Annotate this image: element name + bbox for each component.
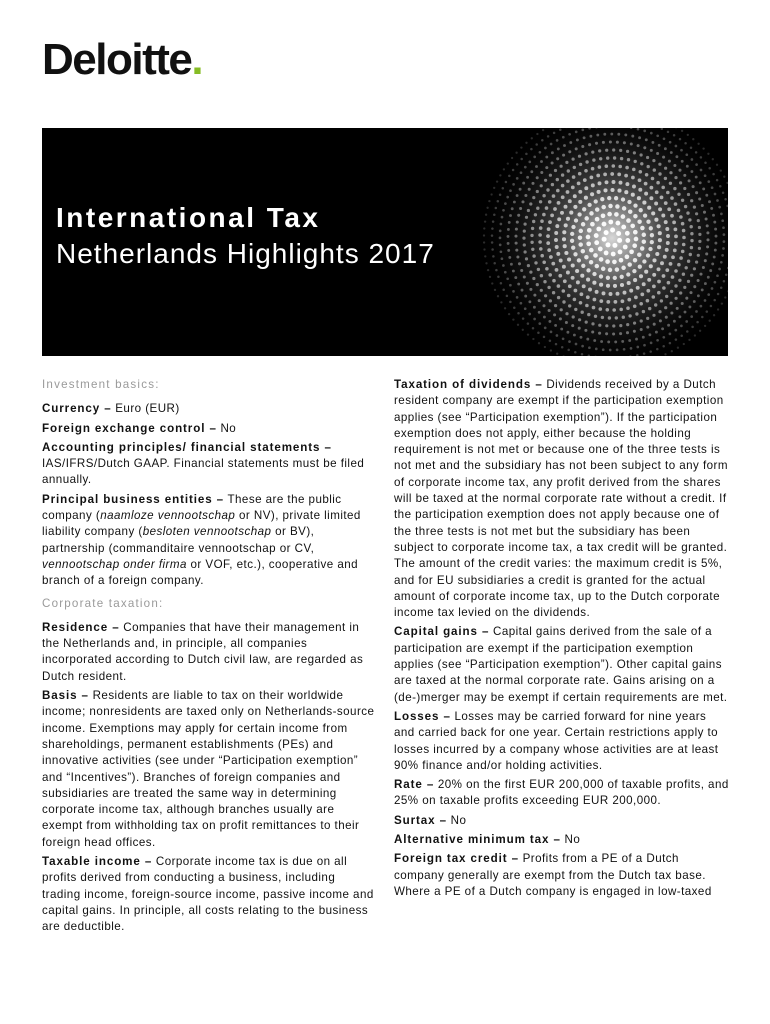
- page-title: [56, 200, 435, 272]
- subtitle: Netherlands Highlights 2017: [56, 238, 435, 269]
- foreign-tax-credit-para: Foreign tax credit – Profits from a PE of a Dutch company generally are exempt from the Dutch tax base. Where a PE of a Dutch company is engaged in low-taxed: [394, 852, 712, 898]
- taxable-income-para: Taxable income – Corporate income tax is due on all profits derived from conducting a business, including trading income, foreign-source income, passive income and capital gains. In principle, all costs relating to the business are deductible.: [42, 855, 374, 934]
- right-column: [394, 377, 729, 903]
- surtax-para: Surtax – No: [394, 813, 467, 827]
- capital-gains-para: Capital gains – Capital gains derived from the sale of a participation are exempt if the participation exemption applies (see “Participation exemption”). Other capital gains are taxed at the normal corporate rate. Gains arising on a (de-)merger may be exempt if certain requirements are met.: [394, 625, 728, 704]
- residence-para: Residence – Companies that have their management in the Netherlands and, in principle, all companies incorporated according to Dutch civil law, are regarded as Dutch resident.: [42, 620, 364, 683]
- losses-para: Losses – Losses may be carried forward for nine years and carried back for one year. Certain restrictions apply to losses incurred by a company whose activities are at least 90% finance and/or holding activities.: [394, 709, 719, 772]
- currency-para: Currency – Euro (EUR): [42, 402, 180, 416]
- section-heading-investment: Investment basics:: [42, 378, 160, 391]
- rate-para: Rate – 20% on the first EUR 200,000 of taxable profits, and 25% on taxable profits exceeding EUR 200,000.: [394, 778, 729, 808]
- entities-para: Principal business entities – These are the public company (naamloze vennootschap or NV), private limited liability company (besloten vennootschap or BV), partnership (commanditaire vennootschap or CV, vennootschap onder firma or VOF, etc.), cooperative and branch of a foreign company.: [42, 492, 361, 588]
- left-column: [42, 377, 377, 939]
- amt-para: Alternative minimum tax – No: [394, 833, 581, 847]
- fx-para: Foreign exchange control – No: [42, 421, 237, 435]
- basis-para: Basis – Residents are liable to tax on their worldwide income; nonresidents are taxed only on Netherlands-source income. Exemptions may apply for certain income from shareholdings, permanent establishments (PEs) and innovative activities (see under “Participation exemption” and “Incentives”). Branches of foreign companies and subsidiaries are treated the same way in determining corporate income tax, although branches usually are exempt from withholding tax on profit remittances to their foreign head offices.: [42, 689, 375, 849]
- hero-banner: [42, 128, 728, 356]
- section-heading-corporate: Corporate taxation:: [42, 596, 164, 610]
- title: International Tax: [56, 202, 321, 233]
- deloitte-logo: Deloitte.: [42, 35, 203, 84]
- accounting-para: Accounting principles/ financial statements – IAS/IFRS/Dutch GAAP. Financial statements must be filed annually.: [42, 440, 365, 487]
- dividends-para: Taxation of dividends – Dividends received by a Dutch resident company are exempt if the participation exemption applies (see “Participation exemption”). If the participation exemption does not apply, either because the holding requirement is not met or because one of the three tests is not met and the subsidiary has not been subject to any form of corporate income tax, any profit derived from the shares will be taxed at the normal corporate rate without a credit. If the participation exemption does not apply because one of the three tests is not met but the subsidiary has been subject to corporate income tax, a tax credit will be granted. The amount of the credit varies: the maximum credit is 5%, and for EU subsidiaries a credit is granted for the actual amount of corporate income tax, up to the Dutch corporate income tax levied on the dividends.: [394, 378, 728, 620]
